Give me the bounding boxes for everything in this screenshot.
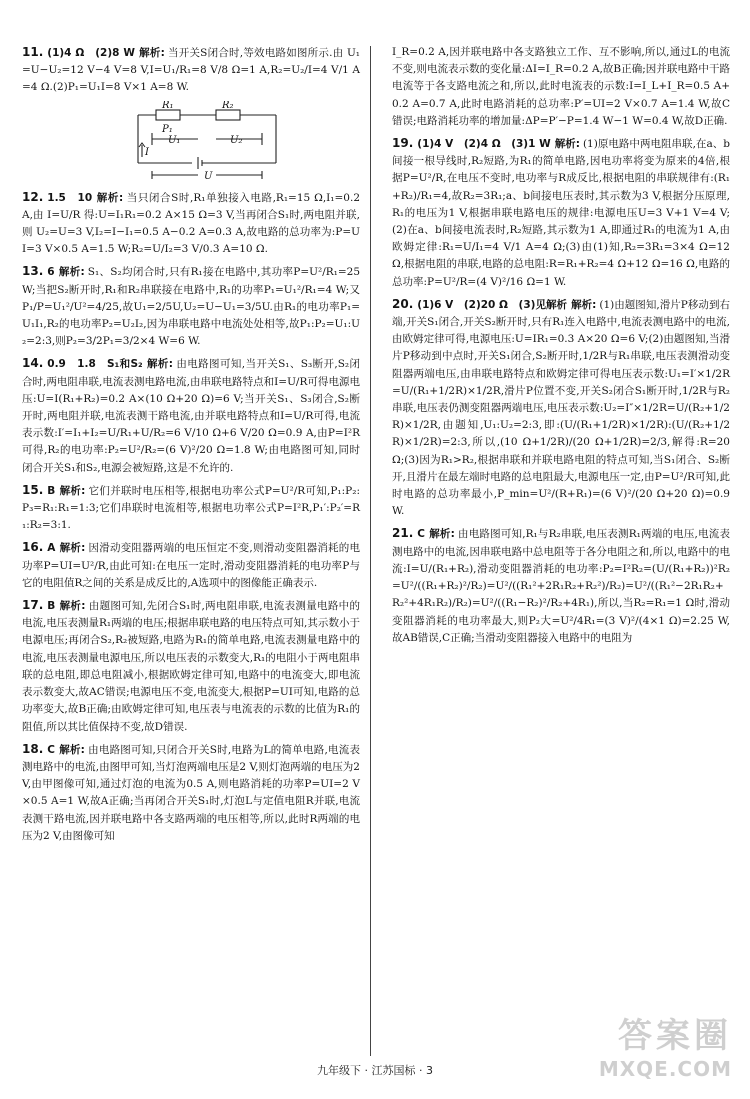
analysis-tag: 解析:	[58, 266, 85, 279]
item-answer: 0.9 1.8 S₁和S₂	[47, 358, 143, 371]
item-15	[22, 482, 360, 535]
item-answer: B	[47, 484, 56, 497]
circuit-i-label: I	[145, 146, 149, 158]
circuit-diagram	[132, 101, 282, 181]
item-text: S₁、S₂均闭合时,只有R₁接在电路中,其功率P=U²/R₁=25 W;当把S₂断开时,R₁和R₂串联接在电路中,R₁的功率P₁=U₁²/R₁=4 W;又P₁/P=U₁²/U²=4/25,故U₁=2/5U,U₂=U−U₁=3/5U.由R₁的电功率P₁=U₁I₁,R₂的电功率P₂=U₂I₂,因为串联电路中电流处处相等,故P₁:P₂=U₁:U₂=2:3,则P₂=3/2P₁=3/2×4 W=6 W.	[22, 266, 361, 348]
item-answer: (1)6 V (2)20 Ω (3)见解析	[417, 298, 568, 311]
column-divider	[370, 46, 371, 1056]
analysis-tag: 解析:	[138, 47, 165, 59]
circuit-u2-label: U₂	[230, 134, 243, 146]
item-13	[22, 263, 360, 350]
item-number: 16.	[22, 540, 44, 555]
item-number: 17.	[22, 598, 44, 613]
item-answer: 6	[47, 266, 55, 279]
item-answer: C	[417, 528, 425, 541]
item-answer: 1.5 10	[47, 191, 93, 204]
item-answer: A	[47, 542, 56, 555]
item-text: 由题图可知,先闭合S₁时,两电阻串联,电流表测量电路中的电流,电压表测量R₁两端的电压;根据串联电路的电压特点可知,其示数小于电源电压;再闭合S₂,R₂被短路,电路为R₁的简单电路,电流表测量电路中的电流,电压表测量电源电压,所以电压表的示数变大,R₁的电阻小于两电阻串联的总电阻,即总电阻减小,根据欧姆定律可知,电路中的电流变大,即电流表示数变大,故AC错误;电源电压不变,电流变大,根据P=UI可知,电路的总功率变大,故B正确;由欧姆定律可知,电压表与电流表的示数的比值为R₁的阻值,所以其比值保持不变,故D错误.	[22, 600, 361, 733]
item-text: 由电路图可知,只闭合开关S时,电路为L的简单电路,电流表测电路中的电流,由图甲可知,当灯泡两端电压是2 V,则灯泡两端的电压为2 V,由甲图像可知,通过灯泡的电流为0.5 A,则电路消耗的功率P=UI=2 V×0.5 A=1 W,故A正确;当再闭合开关S₁时,灯泡L与定值电阻R并联,电流表测干路电流,因并联电路中各支路两端的电压相等,所以,此时R两端的电压为2 V,由图像可知	[22, 743, 360, 842]
left-column	[22, 44, 360, 850]
item-20	[392, 296, 730, 521]
item-16	[22, 539, 360, 592]
item-text: 因滑动变阻器两端的电压恒定不变,则滑动变阻器消耗的电功率P=UI=U²/R,由此可知:在电压一定时,滑动变阻器消耗的电功率P与它的电阻值R之间的关系是成反比的,A选项中的图像能正确表示.	[22, 542, 361, 589]
analysis-tag: 解析:	[59, 600, 86, 613]
item-number: 18.	[22, 741, 44, 756]
item-11	[22, 44, 360, 181]
analysis-tag: 解析:	[58, 743, 85, 756]
analysis-tag: 解析:	[59, 484, 86, 497]
watermark-url: MXQE.COM	[598, 1057, 732, 1081]
item-number: 19.	[392, 136, 414, 151]
item-number: 13.	[22, 264, 44, 279]
item-text: 当开关S闭合时,等效电路如图所示.由 U₁=U−U₂=12 V−4 V=8 V,I=U₁/R₁=8 V/8 Ω=1 A,R₂=U₂/I=4 V/1 A=4 Ω.(2)P₁=U₁I=8 V×1 A=8 W.	[22, 47, 361, 94]
item-answer: C	[47, 743, 55, 756]
site-watermark	[599, 1008, 732, 1081]
analysis-tag: 解析:	[428, 528, 455, 541]
circuit-u-label: U	[204, 170, 213, 181]
item-number: 11.	[22, 45, 44, 59]
circuit-p1-label: P₁	[162, 123, 173, 135]
item-number: 20.	[392, 296, 414, 311]
item-17	[22, 597, 360, 736]
analysis-tag: 解析:	[571, 298, 597, 311]
right-column	[392, 44, 730, 652]
item-number: 15.	[22, 482, 44, 497]
item-12	[22, 189, 360, 259]
analysis-tag: 解析:	[146, 358, 173, 371]
item-text: 当只闭合S时,R₁单独接入电路,R₁=15 Ω,I₁=0.2 A,由 I=U/R 得:U=I₁R₁=0.2 A×15 Ω=3 V,当再闭合S₁时,两电阻并联,则 U₂=U=3 V,I₂=I−I₁=0.5 A−0.2 A=0.3 A,故电路的总功率为:P=UI=3 V×0.5 A=1.5 W;R₂=U/I₂=3 V/0.3 A=10 Ω.	[22, 191, 361, 256]
item-18-continued	[392, 44, 730, 130]
watermark-chinese: 答案圈	[618, 1016, 732, 1056]
circuit-r1-label: R₁	[162, 100, 174, 111]
item-text: 由电路图可知,R₁与R₂串联,电压表测R₁两端的电压,电流表测电路中的电流,因串联电路中总电阻等于各分电阻之和,所以,电路中的电流:I=U/(R₁+R₂),滑动变阻器消耗的电功率:P₂=I²R₂=(U/(R₁+R₂))²R₂=U²/((R₁+R₂)²/R₂)=U²/((R₁²+2R₁R₂+R₂²)/R₂)=U²/((R₁²−2R₁R₂+R₂²+4R₁R₂)/R₂)=U²/((R₁−R₂)²/R₂+4R₁),所以,当R₂=R₁=1 Ω时,滑动变阻器消耗的电功率最大,则P₂大=U²/4R₁=(3 V)²/(4×1 Ω)=2.25 W,故AB错误,C正确;当滑动变阻器接入电路中的电阻为	[392, 528, 731, 644]
item-21	[392, 525, 730, 646]
item-answer: B	[47, 600, 56, 613]
analysis-tag: 解析:	[554, 138, 580, 151]
analysis-tag: 解析:	[59, 542, 86, 555]
item-answer: (1)4 V (2)4 Ω (3)1 W	[417, 138, 551, 151]
page-footer: 九年级下 · 江苏国标 · 3	[317, 1064, 433, 1077]
item-18	[22, 741, 360, 845]
item-number: 21.	[392, 526, 414, 541]
item-14	[22, 355, 360, 476]
item-number: 14.	[22, 356, 44, 371]
item-text: I_R=0.2 A,因并联电路中各支路独立工作、互不影响,所以,通过L的电流不变,则电流表示数的变化量:ΔI=I_R=0.2 A,故B正确;因并联电路中干路电流等于各支路电流之和,所以,此时电流表的示数:I=I_L+I_R=0.5 A+0.2 A=0.7 A,此时电路消耗的总功率:P′=UI=2 V×0.7 A=1.4 W,故C错误;电路消耗功率的增加量:ΔP=P′−P=1.4 W−1 W=0.4 W,故D正确.	[392, 46, 730, 127]
item-19	[392, 135, 730, 291]
circuit-u1-label: U₁	[168, 134, 181, 146]
item-number: 12.	[22, 189, 44, 204]
item-text: (1)由题图知,滑片P移动到右端,开关S₁闭合,开关S₂断开时,只有R₁连入电路中,电流表测电路中的电流,由欧姆定律可得,电源电压:U=IR₁=0.3 A×20 Ω=6 V;(2)由题图知,当滑片P移动到中点时,开关S₁闭合,S₂断开时,1/2R与R₁串联,电压表测滑动变阻器两端电压,由串联电路特点和欧姆定律可得电压表示数:U₁=I′×1/2R=U/(R₁+1/2R)×1/2R,滑片P位置不变,开关S₂闭合S₁断开时,1/2R与R₂串联,电压表仍测变阻器两端电压,电压表示数:U₂=I″×1/2R=U/(R₂+1/2R)×1/2R,由题知,U₁:U₂=2:3,即:(U/(R₁+1/2R)×1/2R):(U/(R₂+1/2R)×1/2R)=2:3,所以,(10 Ω+1/2R)/(20 Ω+1/2R)=2/3,解得:R=20 Ω;(3)因为R₁>R₂,根据串联和并联电路电阻的特点可知,当S₁闭合、S₂断开,且滑片在最左端时电路的总电阻最大,电源电压一定,由P=U²/R可知,此时电路的总功率最小,P_min=U²/(R+R₁)=(6 V)²/(20 Ω+20 Ω)=0.9 W.	[392, 298, 730, 518]
analysis-tag: 解析:	[96, 191, 124, 204]
item-text: 它们并联时电压相等,根据电功率公式P=U²/R可知,P₁:P₂:P₃=R₁:R₁=1:3;它们串联时电流相等,根据电功率公式P=I²R,P₁′:P₂′=R₁:R₂=3:1.	[22, 484, 360, 532]
item-answer: (1)4 Ω (2)8 W	[47, 47, 135, 59]
circuit-r2-label: R₂	[222, 100, 234, 111]
item-text: (1)原电路中两电阻串联,在a、b间接一根导线时,R₂短路,为R₁的简单电路,因电功率将变为原来的4倍,根据P=U²/R,在电压不变时,电功率与R成反比,根据电阻的串联规律有:(R₁+R₂)/R₁=4,故R₂=3R₁;a、b间接电压表时,其示数为3 V,根据分压原理,R₁的电压为1 V,根据串联电路电压的规律:电源电压U=3 V+1 V=4 V;(2)在a、b间接电流表时,R₂短路,其示数为1 A,即通过R₁的电流为1 A,由欧姆定律:R₁=U/I₁=4 V/1 A=4 Ω;(3)由(1)知,R₂=3R₁=3×4 Ω=12 Ω,根据电阻的串联,电路的总电阻:R=R₁+R₂=4 Ω+12 Ω=16 Ω,电路的总功率:P=U²/R=(4 V)²/16 Ω=1 W.	[392, 138, 730, 288]
item-text: 由电路图可知,当开关S₁、S₃断开,S₂闭合时,两电阻串联,电流表测电路电流,由串联电路特点和I=U/R可得电源电压:U=I(R₁+R₂)=0.2 A×(10 Ω+20 Ω)=6 V;当开关S₁、S₃闭合,S₂断开时,两电阻并联,电流表测干路电流,由并联电路特点和I=U/R可得,电流表示数:I′=I₁+I₂=U/R₁+U/R₂=6 V/10 Ω+6 V/20 Ω=0.9 A,由P=I²R可得,R₂的电功率:P₂=U²/R₂=(6 V)²/20 Ω=1.8 W;由电路图可知,同时闭合开关S₁和S₂,电源会被短路,这是不允许的.	[22, 358, 360, 474]
